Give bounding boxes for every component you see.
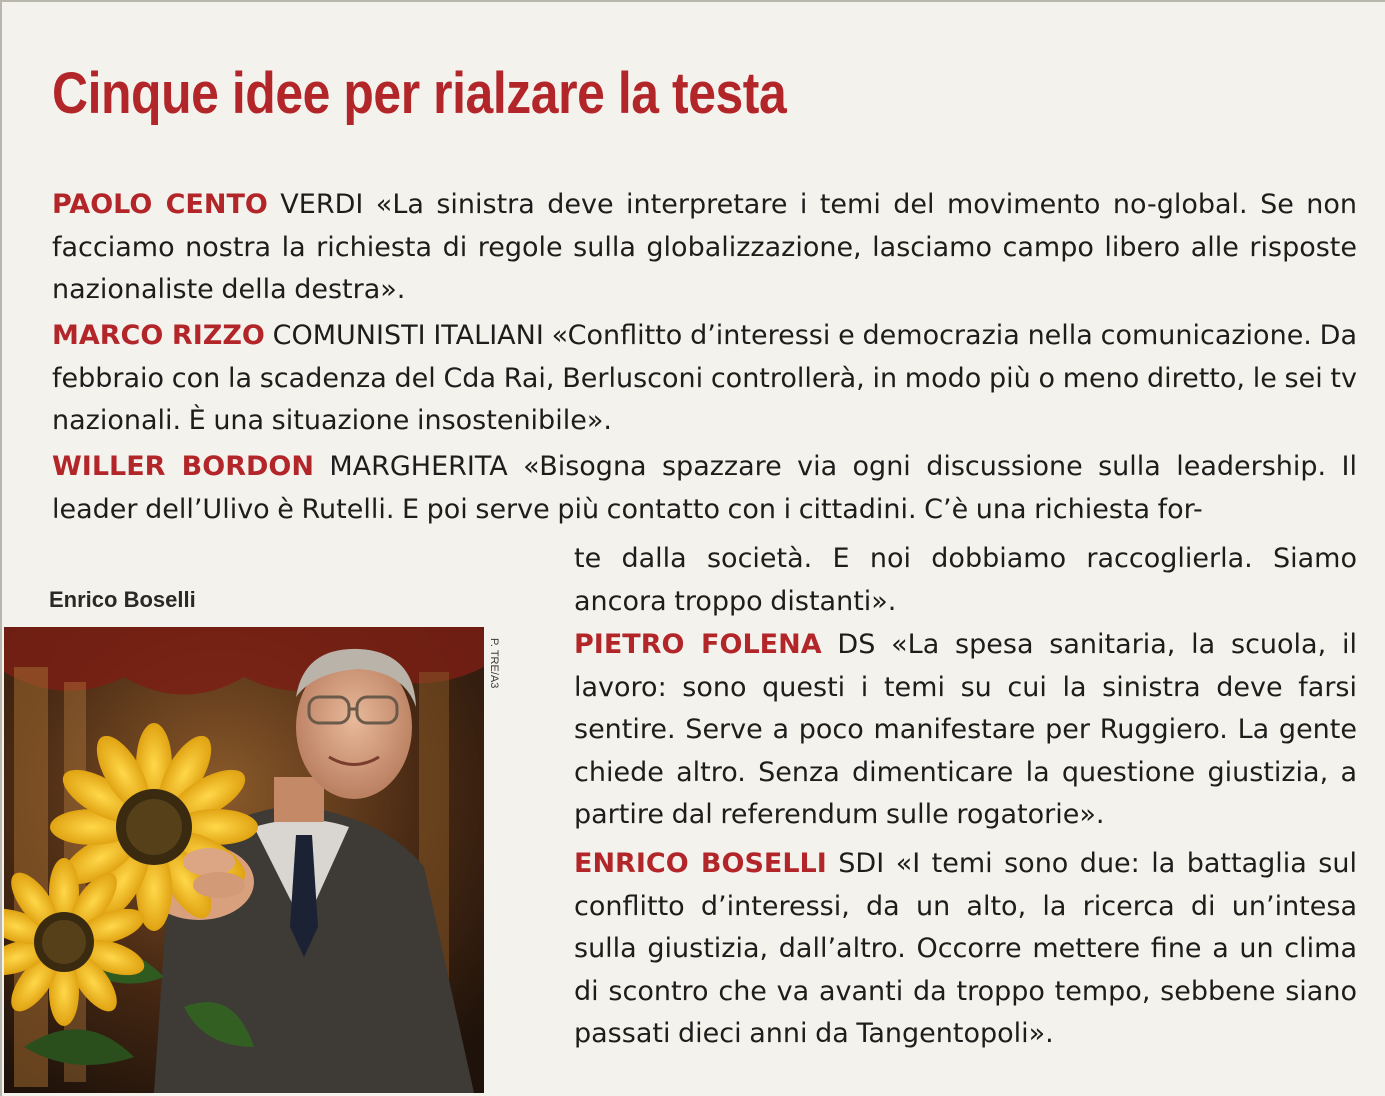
quote-rizzo [52, 315, 1357, 443]
photo-caption: Enrico Boselli [49, 587, 196, 612]
speaker-name: MARCO RIZZO [52, 320, 265, 351]
speaker-party: VERDI [280, 189, 364, 220]
quote-text-start: «Bisogna spazzare via ogni discussione sulla leadership. [523, 451, 1327, 482]
quote-text-line2: Il leader dell’Ulivo è Rutelli. E poi serve più contatto con i cittadini. C’è una richiesta for- [52, 451, 1357, 525]
quote-boselli [574, 843, 1357, 1056]
quote-text: «I temi sono due: la battaglia sul conflitto d’interessi, da un alto, la ricerca di un’intesa sulla giustizia, dall’altro. Occorre mettere fine a un clima di scontro che va avanti da troppo tempo, sebbene siano passati dieci anni da Tangentopoli». [574, 848, 1357, 1049]
quote-text: «La sinistra deve interpretare i temi del movimento no-global. Se non facciamo nostra la richiesta di regole sulla globalizzazione, lasciamo campo libero alle risposte nazionaliste della destra». [52, 189, 1358, 305]
speaker-name: WILLER BORDON [52, 451, 314, 482]
quote-text: «Conflitto d’interessi e democrazia nella comunicazione. Da febbraio con la scadenza del Cda Rai, Berlusconi controllerà, in modo più o meno diretto, le sei tv nazionali. È una situazione insostenibile». [52, 320, 1357, 436]
quote-folena [574, 624, 1357, 837]
quote-text: «La spesa sanitaria, la scuola, il lavoro: sono questi i temi su cui la sinistra deve farsi sentire. Serve a poco manifestare per Ruggiero. La gente chiede altro. Senza dimenticare la questione giustizia, a partire dal referendum sulle rogatorie». [574, 629, 1357, 830]
photo-credit: P. TRE/A3 [488, 638, 500, 689]
quote-text-end: te dalla società. E noi dobbiamo raccoglierla. Siamo ancora troppo distanti». [574, 543, 1357, 617]
speaker-party: DS [837, 629, 876, 660]
boselli-photo [4, 627, 484, 1093]
speaker-party: COMUNISTI ITALIANI [272, 320, 544, 351]
speaker-party: SDI [838, 848, 885, 879]
speaker-name: PIETRO FOLENA [574, 629, 822, 660]
quote-cento [52, 184, 1357, 312]
speaker-name: ENRICO BOSELLI [574, 848, 827, 879]
quote-bordon-continued [574, 538, 1357, 623]
speaker-party: MARGHERITA [329, 451, 508, 482]
photo-illustration [4, 627, 484, 1093]
speaker-name: PAOLO CENTO [52, 189, 268, 220]
article-title: Cinque idee per rialzare la testa [52, 61, 787, 126]
quote-bordon [52, 446, 1357, 531]
